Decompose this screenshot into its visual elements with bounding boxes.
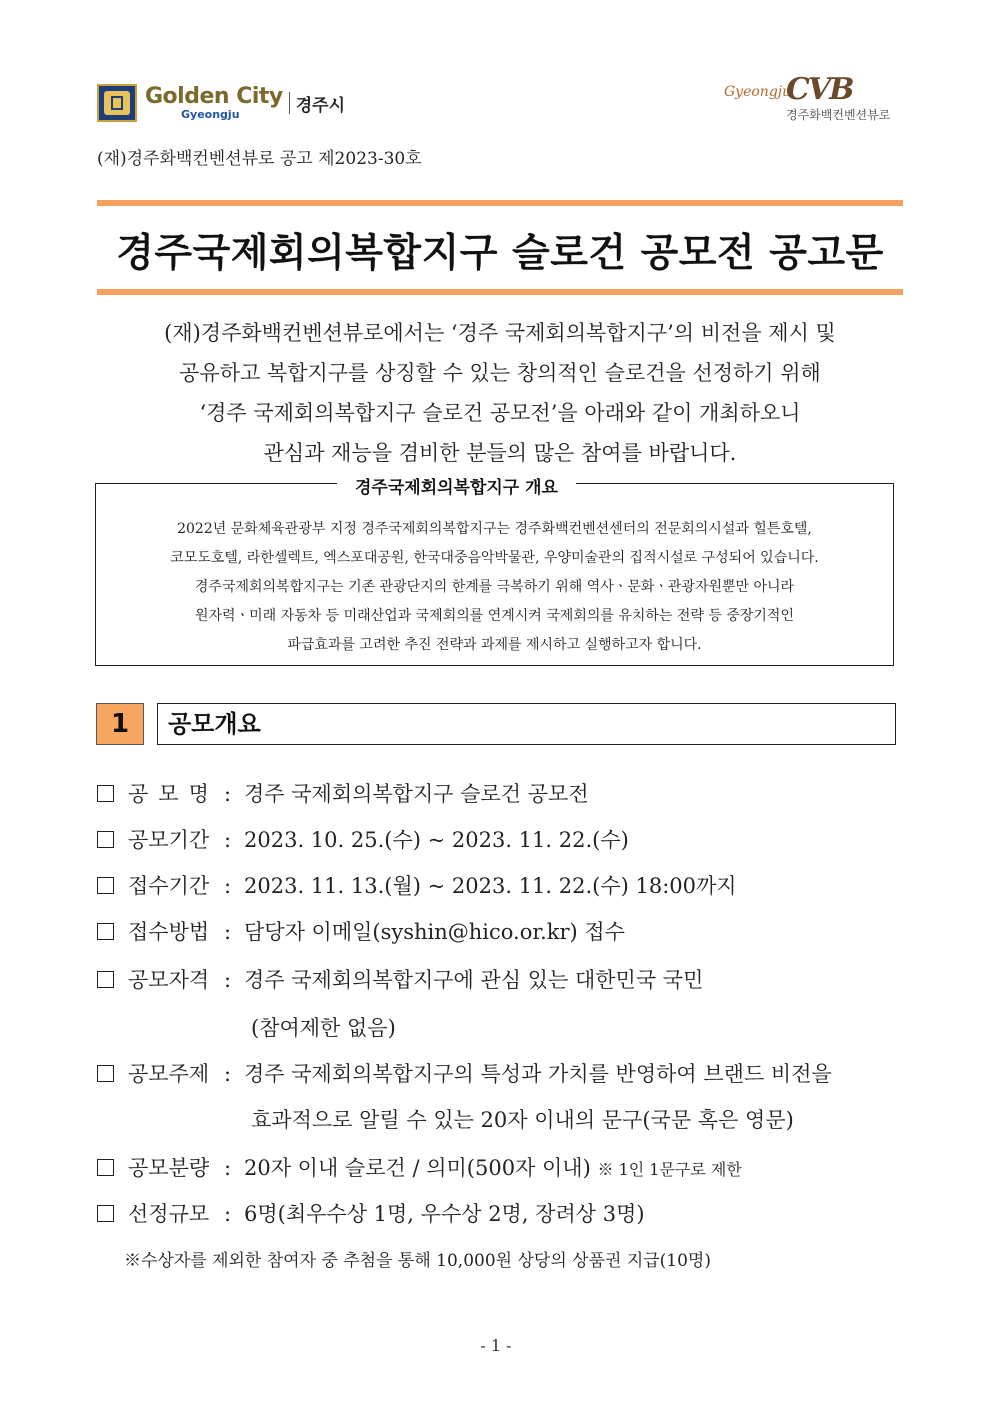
item-eligibility: 공모자격 : 경주 국제회의복합지구에 관심 있는 대한민국 국민 <box>97 964 703 994</box>
item-theme: 공모주제 : 경주 국제회의복합지구의 특성과 가치를 반영하여 브랜드 비전을 <box>97 1058 832 1088</box>
overview-line: 2022년 문화체육관광부 지정 경주국제회의복합지구는 경주화백컨벤션센터의 전문회의시설과 힐튼호텔, <box>177 521 812 537</box>
item-value: 담당자 이메일(syshin@hico.or.kr) 접수 <box>244 920 625 944</box>
item-value: 경주 국제회의복합지구에 관심 있는 대한민국 국민 <box>244 968 704 992</box>
item-submission-method: 접수방법 : 담당자 이메일(syshin@hico.or.kr) 접수 <box>97 916 625 946</box>
item-value: 경주 국제회의복합지구 슬로건 공모전 <box>244 782 589 806</box>
checkbox-icon <box>97 923 114 940</box>
overview-text <box>97 515 892 660</box>
logo-city-text: 경주시 <box>295 95 346 116</box>
notice-number: (재)경주화백컨벤션뷰로 공고 제2023-30호 <box>97 149 422 169</box>
logo-brand-text: Golden City <box>145 84 283 109</box>
logo-divider <box>289 92 290 114</box>
item-label: 공모기간 <box>128 828 210 852</box>
section-heading: 공모개요 <box>157 703 896 745</box>
checkbox-icon <box>97 831 114 848</box>
overview-title: 경주국제회의복합지구 개요 <box>337 473 576 498</box>
intro-paragraph <box>97 313 903 473</box>
item-theme-continued: 효과적으로 알릴 수 있는 20자 이내의 문구(국문 혹은 영문) <box>251 1108 794 1132</box>
item-label: 선정규모 <box>128 1202 210 1226</box>
title-top-rule <box>97 200 903 206</box>
overview-line: 경주국제회의복합지구는 기존 관광단지의 한계를 극복하기 위해 역사ㆍ문화ㆍ관광자원뿐만 아니라 <box>194 579 795 595</box>
intro-line: 공유하고 복합지구를 상징할 수 있는 창의적인 슬로건을 선정하기 위해 <box>179 361 821 385</box>
footnote: ※수상자를 제외한 참여자 중 추첨을 통해 10,000원 상당의 상품권 지급(10명) <box>124 1251 711 1271</box>
checkbox-icon <box>97 1205 114 1222</box>
item-contest-name: 공모명 : 경주 국제회의복합지구 슬로건 공모전 <box>97 778 589 808</box>
checkbox-icon <box>97 1159 114 1176</box>
overview-line: 원자력ㆍ미래 자동차 등 미래산업과 국제회의를 연계시켜 국제회의를 유치하는 전략 등 중장기적인 <box>195 608 794 624</box>
cvb-logo <box>724 72 896 126</box>
intro-line: ‘경주 국제회의복합지구 슬로건 공모전’을 아래와 같이 개최하오니 <box>199 401 801 425</box>
checkbox-icon <box>97 785 114 802</box>
item-label: 접수기간 <box>128 874 210 898</box>
page-number: - 1 - <box>480 1336 512 1355</box>
item-label: 공모명 <box>128 782 219 806</box>
item-label: 공모자격 <box>128 968 210 992</box>
checkbox-icon <box>97 877 114 894</box>
item-value: 2023. 11. 13.(월) ~ 2023. 11. 22.(수) 18:00까지 <box>244 874 737 898</box>
overview-line: 파급효과를 고려한 추진 전략과 과제를 제시하고 실행하고자 합니다. <box>287 637 702 653</box>
checkbox-icon <box>97 971 114 988</box>
item-eligibility-continued: (참여제한 없음) <box>251 1016 396 1040</box>
intro-line: (재)경주화백컨벤션뷰로에서는 ‘경주 국제회의복합지구’의 비전을 제시 및 <box>164 321 836 345</box>
item-value: 20자 이내 슬로건 / 의미(500자 이내) <box>244 1156 591 1180</box>
page-title: 경주국제회의복합지구 슬로건 공모전 공고문 <box>116 231 884 276</box>
cvb-logo-small-text: Gyeongju <box>724 84 792 100</box>
item-value: 6명(최우수상 1명, 우수상 2명, 장려상 3명) <box>244 1202 645 1226</box>
item-label: 공모주제 <box>128 1062 210 1086</box>
overview-line: 코모도호텔, 라한셀렉트, 엑스포대공원, 한국대중음악박물관, 우양미술관의 집적시설로 구성되어 있습니다. <box>170 550 819 566</box>
item-contest-period: 공모기간 : 2023. 10. 25.(수) ~ 2023. 11. 22.(수) <box>97 824 629 854</box>
intro-line: 관심과 재능을 겸비한 분들의 많은 참여를 바랍니다. <box>263 441 737 465</box>
item-volume: 공모분량 : 20자 이내 슬로건 / 의미(500자 이내) ※ 1인 1문구로 제한 <box>97 1152 742 1182</box>
cvb-logo-big-text: CVB <box>786 72 853 107</box>
item-value: 2023. 10. 25.(수) ~ 2023. 11. 22.(수) <box>244 828 629 852</box>
section-number: 1 <box>96 703 144 745</box>
cvb-logo-sub-text: 경주화백컨벤션뷰로 <box>786 108 891 122</box>
item-label: 공모분량 <box>128 1156 210 1180</box>
item-awards: 선정규모 : 6명(최우수상 1명, 우수상 2명, 장려상 3명) <box>97 1198 645 1228</box>
city-emblem-icon <box>97 84 137 122</box>
golden-city-logo <box>97 82 345 124</box>
item-value: 경주 국제회의복합지구의 특성과 가치를 반영하여 브랜드 비전을 <box>244 1062 832 1086</box>
item-submission-period: 접수기간 : 2023. 11. 13.(월) ~ 2023. 11. 22.(수) 18:00까지 <box>97 870 737 900</box>
checkbox-icon <box>97 1065 114 1082</box>
item-note: ※ 1인 1문구로 제한 <box>597 1160 742 1179</box>
title-bottom-rule <box>97 289 903 295</box>
item-label: 접수방법 <box>128 920 210 944</box>
logo-sub-text: Gyeongju <box>181 108 240 121</box>
